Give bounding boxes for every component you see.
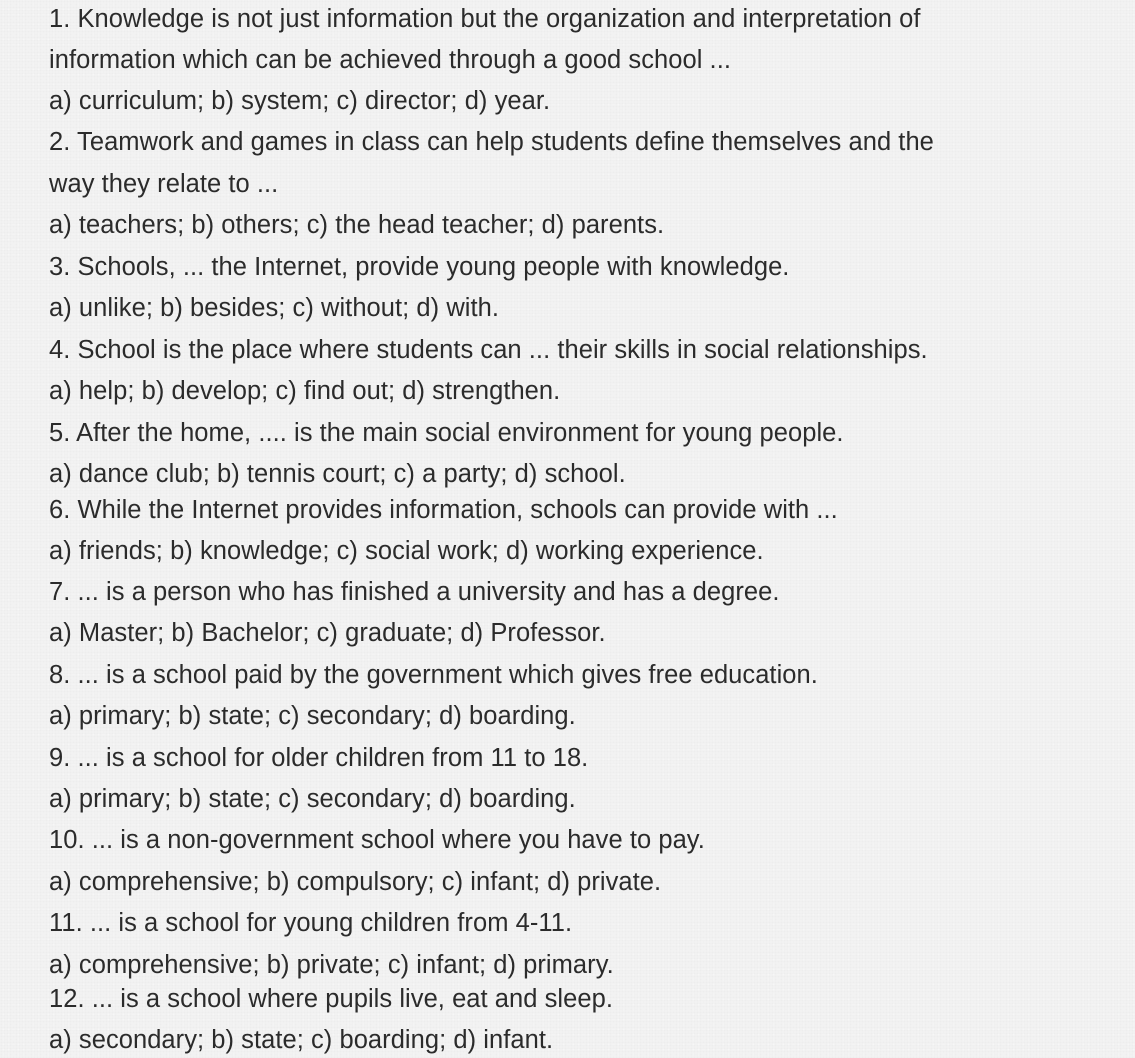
question-5-stem: 5. After the home, .... is the main social environment for young people. xyxy=(49,419,844,447)
question-2-options: a) teachers; b) others; c) the head teacher; d) parents. xyxy=(49,211,665,239)
question-1-stem-line-1: 1. Knowledge is not just information but the organization and interpretation of xyxy=(49,5,921,33)
question-10-options: a) comprehensive; b) compulsory; c) infant; d) private. xyxy=(49,868,662,896)
question-1-stem-line-2: information which can be achieved through a good school ... xyxy=(49,46,731,74)
question-10-stem: 10. ... is a non-government school where you have to pay. xyxy=(49,826,705,854)
question-8-stem: 8. ... is a school paid by the government which gives free education. xyxy=(49,661,818,689)
question-11-options: a) comprehensive; b) private; c) infant; d) primary. xyxy=(49,951,614,979)
question-4-options: a) help; b) develop; c) find out; d) strengthen. xyxy=(49,377,561,405)
question-5-options: a) dance club; b) tennis court; c) a party; d) school. xyxy=(49,460,626,488)
question-7-stem: 7. ... is a person who has finished a university and has a degree. xyxy=(49,578,780,606)
question-7-options: a) Master; b) Bachelor; c) graduate; d) Professor. xyxy=(49,619,606,647)
question-12-options: a) secondary; b) state; c) boarding; d) infant. xyxy=(49,1026,554,1054)
question-1-options: a) curriculum; b) system; c) director; d) year. xyxy=(49,87,551,115)
question-6-options: a) friends; b) knowledge; c) social work; d) working experience. xyxy=(49,537,764,565)
question-4-stem: 4. School is the place where students can ... their skills in social relationships. xyxy=(49,336,928,364)
question-6-stem: 6. While the Internet provides information, schools can provide with ... xyxy=(49,496,838,524)
question-12-stem: 12. ... is a school where pupils live, eat and sleep. xyxy=(49,985,613,1013)
question-9-options: a) primary; b) state; c) secondary; d) boarding. xyxy=(49,785,576,813)
question-3-options: a) unlike; b) besides; c) without; d) with. xyxy=(49,294,500,322)
question-9-stem: 9. ... is a school for older children from 11 to 18. xyxy=(49,744,589,772)
question-11-stem: 11. ... is a school for young children from 4-11. xyxy=(49,909,573,937)
question-8-options: a) primary; b) state; c) secondary; d) boarding. xyxy=(49,702,576,730)
question-3-stem: 3. Schools, ... the Internet, provide young people with knowledge. xyxy=(49,253,790,281)
question-2-stem-line-2: way they relate to ... xyxy=(49,170,279,198)
question-2-stem-line-1: 2. Teamwork and games in class can help students define themselves and the xyxy=(49,128,934,156)
